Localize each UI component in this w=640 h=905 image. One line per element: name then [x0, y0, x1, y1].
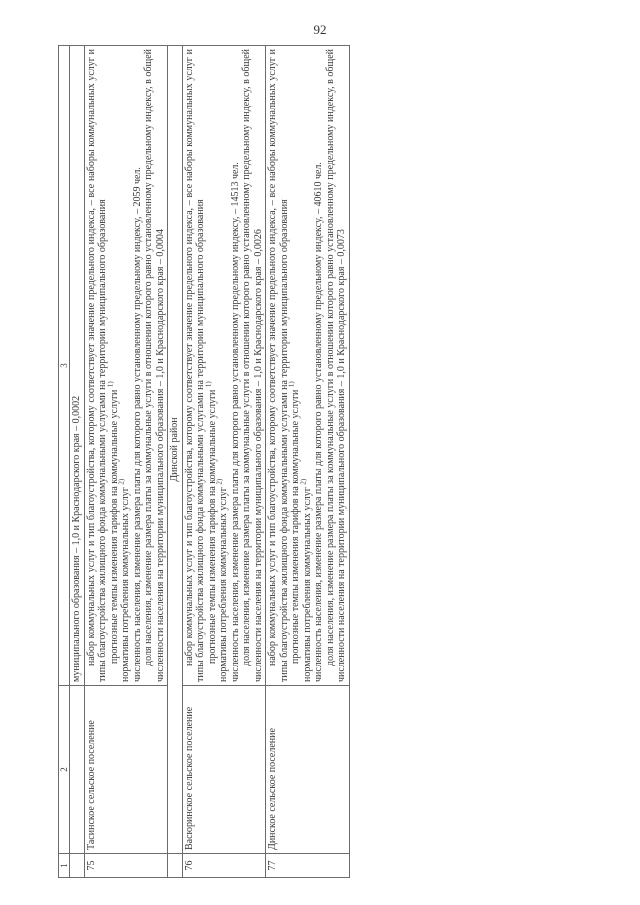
set-of-services-paragraph: набор коммунальных услуг и тип благоустройства, которому соответствует значение предельного индекса, – все наборы коммунальных услуг и типы благоустройства жилищного фонда коммунальными услугами на территории муниципального образования — [183, 49, 207, 682]
row-number: 76 — [182, 854, 266, 878]
district-heading: Динской район — [168, 46, 183, 854]
indices-table — [58, 45, 350, 878]
page-number: 92 — [313, 22, 327, 37]
footnote-mark: 1) — [288, 381, 297, 388]
population-paragraph: численность населения, изменение размера платы для которого равно установленному предельному индексу, – 2059 чел. — [131, 167, 143, 682]
table-row-continuation — [70, 46, 85, 878]
row-number-cell — [70, 854, 85, 878]
district-heading-row — [168, 46, 183, 878]
header-col-1: 1 — [59, 854, 70, 878]
district-heading-spacer — [168, 854, 183, 878]
consumption-norms-text: нормативы потребления коммунальных услуг — [120, 487, 132, 682]
row-description — [266, 46, 350, 686]
table-row — [266, 46, 350, 878]
header-col-2: 2 — [59, 686, 70, 854]
footnote-mark: 1) — [106, 381, 115, 388]
rotated-table-container — [58, 46, 552, 878]
settlement-name: Динское сельское поселение — [266, 686, 350, 854]
settlement-name: Тасинское сельское поселение — [84, 686, 168, 854]
footnote-mark: 1) — [204, 381, 213, 388]
population-paragraph: численность населения, изменение размера платы для которого равно установленному предельному индексу, – 14513 чел. — [229, 162, 241, 682]
set-of-services-paragraph: набор коммунальных услуг и тип благоустройства, которому соответствует значение предельного индекса, – все наборы коммунальных услуг и типы благоустройства жилищного фонда коммунальными услугами на территории муниципального образования — [85, 49, 109, 682]
footnote-mark: 2) — [299, 478, 308, 485]
population-share-paragraph: доля населения, изменение размера платы за коммунальные услуги в отношении которого равно установленному предельному индексу, в общей численности населения на территории муниципального образования – 1,0 и Краснодарского края – 0,0026 — [241, 49, 264, 682]
settlement-name-cell — [70, 686, 85, 854]
population-share-paragraph: доля населения, изменение размера платы за коммунальные услуги в отношении которого равно установленному предельному индексу, в общей численности населения на территории муниципального образования – 1,0 и Краснодарского края – 0,0004 — [143, 49, 166, 682]
row-number: 75 — [84, 854, 168, 878]
consumption-norms-paragraph — [218, 49, 230, 682]
table-row — [84, 46, 168, 878]
footnote-mark: 2) — [118, 478, 127, 485]
tariff-rates-text: прогнозные темпы изменения тарифов на коммунальные услуги — [290, 389, 302, 664]
footnote-mark: 2) — [216, 478, 225, 485]
row-number: 77 — [266, 854, 350, 878]
set-of-services-paragraph: набор коммунальных услуг и тип благоустройства, которому соответствует значение предельного индекса, – все наборы коммунальных услуг и типы благоустройства жилищного фонда коммунальными услугами на территории муниципального образования — [267, 49, 290, 682]
table-header-row — [59, 46, 70, 878]
row-description — [84, 46, 168, 686]
population-paragraph: численность населения, изменение размера платы для которого равно установленному предельному индексу, – 40610 чел. — [313, 162, 325, 682]
tariff-rates-paragraph — [204, 49, 219, 682]
settlement-name: Васюринское сельское поселение — [182, 686, 266, 854]
table-row — [182, 46, 266, 878]
row-description — [182, 46, 266, 686]
continuation-text: муниципального образования – 1,0 и Краснодарского края – 0,0002 — [70, 46, 85, 686]
consumption-norms-text: нормативы потребления коммунальных услуг — [218, 487, 230, 682]
tariff-rates-paragraph — [106, 49, 121, 682]
population-share-paragraph: доля населения, изменение размера платы за коммунальные услуги в отношении которого равно установленному предельному индексу, в общей численности населения на территории муниципального образования – 1,0 и Краснодарского края – 0,0073 — [324, 49, 348, 682]
tariff-rates-text: прогнозные темпы изменения тарифов на коммунальные услуги — [108, 389, 120, 664]
consumption-norms-paragraph — [120, 49, 132, 682]
tariff-rates-paragraph — [290, 49, 302, 682]
consumption-norms-paragraph — [299, 49, 314, 682]
consumption-norms-text: нормативы потребления коммунальных услуг — [301, 487, 313, 682]
header-col-3: 3 — [59, 46, 70, 686]
tariff-rates-text: прогнозные темпы изменения тарифов на коммунальные услуги — [206, 389, 218, 664]
